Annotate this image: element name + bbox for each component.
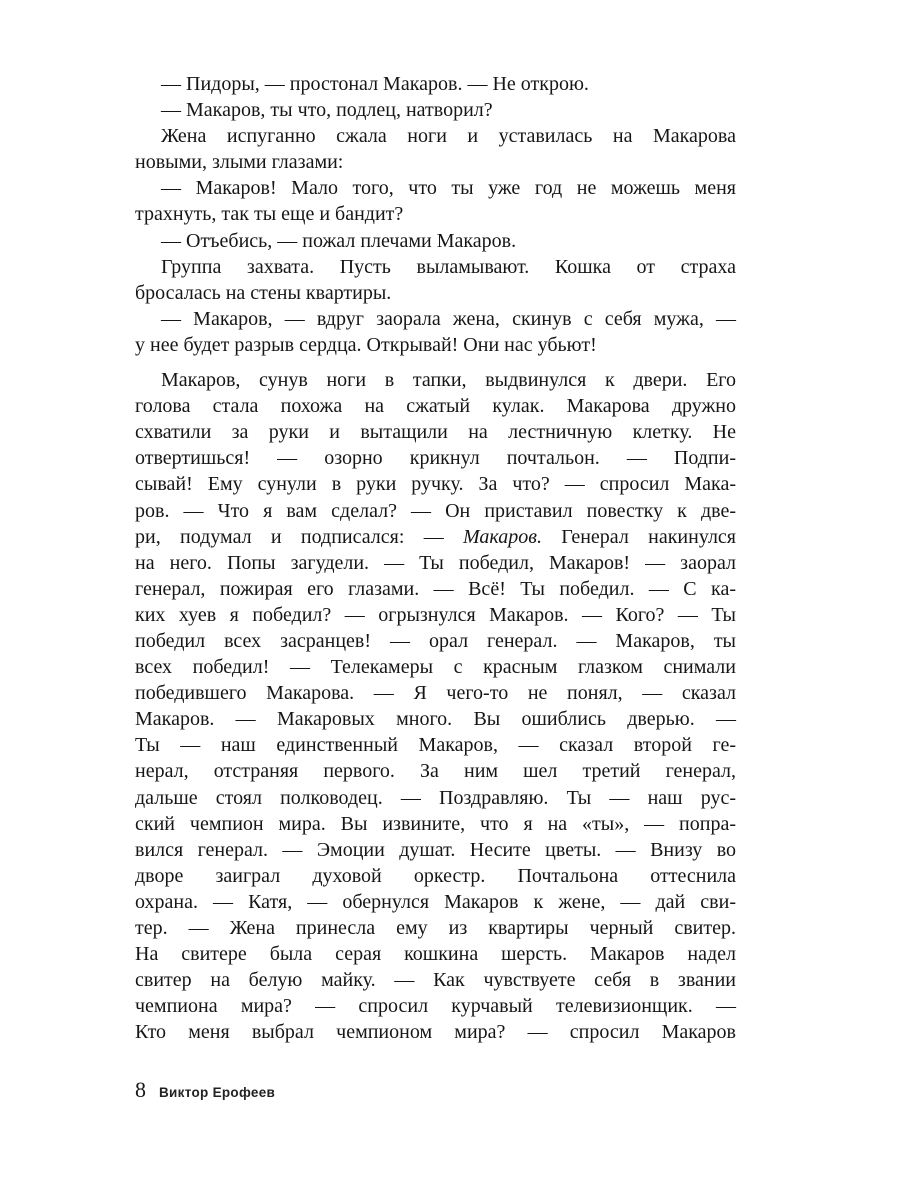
text-line: нерал, отстраняя первого. За ним шел третий генерал,	[135, 760, 736, 783]
text-line: — Пидоры, — простонал Макаров. — Не открою.	[161, 73, 589, 95]
text-line: ский чемпион мира. Вы извините, что я на «ты», — попра-	[135, 812, 736, 835]
text-line: — Макаров, ты что, подлец, натворил?	[161, 99, 493, 122]
text-line: вился генерал. — Эмоции душат. Несите цветы. — Внизу во	[135, 838, 736, 861]
text-line: всех победил! — Телекамеры с красным глазком снимали	[135, 656, 736, 679]
page-number: 8	[135, 1077, 146, 1102]
text-line: дальше стоял полководец. — Поздравляю. Ты — наш рус-	[135, 786, 736, 809]
paragraph	[135, 367, 736, 1045]
text-line: Жена испуганно сжала ноги и уставилась на Макарова	[161, 125, 736, 148]
text-line: новыми, злыми глазами:	[135, 151, 344, 174]
text-block	[135, 71, 736, 1045]
text-line: ров. — Что я вам сделал? — Он приставил повестку к две-	[135, 499, 736, 522]
text-line: — Макаров, — вдруг заорала жена, скинув с себя мужа, —	[161, 307, 736, 330]
text-line: Макаров. — Макаровых много. Вы ошиблись дверью. —	[135, 708, 736, 731]
text-line: у нее будет разрыв сердца. Открывай! Они нас убьют!	[135, 333, 597, 356]
text-line: чемпиона мира? — спросил курчавый телевизионщик. —	[135, 995, 736, 1018]
text-line: тер. — Жена принесла ему из квартиры черный свитер.	[135, 917, 736, 939]
text-line: Макаров, сунув ноги в тапки, выдвинулся к двери. Его	[161, 369, 736, 392]
text-line: сывай! Ему сунули в руки ручку. За что? — спросил Мака-	[135, 473, 736, 496]
text-line: охрана. — Катя, — обернулся Макаров к жене, — дай сви-	[135, 890, 736, 913]
running-footer-author: Виктор Ерофеев	[159, 1085, 276, 1100]
page-footer	[135, 1077, 275, 1103]
text-line: бросалась на стены квартиры.	[135, 281, 392, 304]
text-line: генерал, пожирая его глазами. — Всё! Ты победил. — С ка-	[135, 577, 736, 600]
text-line: Кто меня выбрал чемпионом мира? — спросил Макаров	[135, 1021, 736, 1044]
text-line: голова стала похожа на сжатый кулак. Макарова дружно	[135, 395, 736, 418]
text-line: отвертишься! — озорно крикнул почтальон. — Подпи-	[135, 447, 736, 470]
paragraph	[135, 306, 736, 358]
text-line: — Макаров! Мало того, что ты уже год не можешь меня	[161, 177, 736, 200]
text-line: ри, подумал и подписался: — Макаров. Генерал накинулся	[135, 525, 736, 548]
text-line: на него. Попы загудели. — Ты победил, Макаров! — заорал	[135, 551, 736, 574]
text-line: — Отъебись, — пожал плечами Макаров.	[161, 229, 517, 252]
paragraph	[135, 123, 736, 175]
text-line: победившего Макарова. — Я чего-то не понял, — сказал	[135, 682, 736, 705]
text-line: Группа захвата. Пусть выламывают. Кошка от страха	[161, 255, 736, 278]
text-line: ких хуев я победил? — огрызнулся Макаров. — Кого? — Ты	[135, 603, 736, 626]
paragraph	[135, 97, 736, 123]
text-line: свитер на белую майку. — Как чувствуете себя в звании	[135, 969, 736, 992]
text-line: дворе заиграл духовой оркестр. Почтальона оттеснила	[135, 864, 736, 887]
text-line: Ты — наш единственный Макаров, — сказал второй ге-	[135, 734, 736, 757]
paragraph	[135, 71, 736, 97]
text-line: победил всех засранцев! — орал генерал. — Макаров, ты	[135, 629, 736, 652]
paragraph	[135, 175, 736, 227]
text-line: схватили за руки и вытащили на лестничную клетку. Не	[135, 421, 736, 444]
text-line: трахнуть, так ты еще и бандит?	[135, 203, 404, 226]
text-line: На свитере была серая кошкина шерсть. Макаров надел	[135, 943, 736, 966]
paragraph	[135, 228, 736, 254]
paragraph	[135, 254, 736, 306]
